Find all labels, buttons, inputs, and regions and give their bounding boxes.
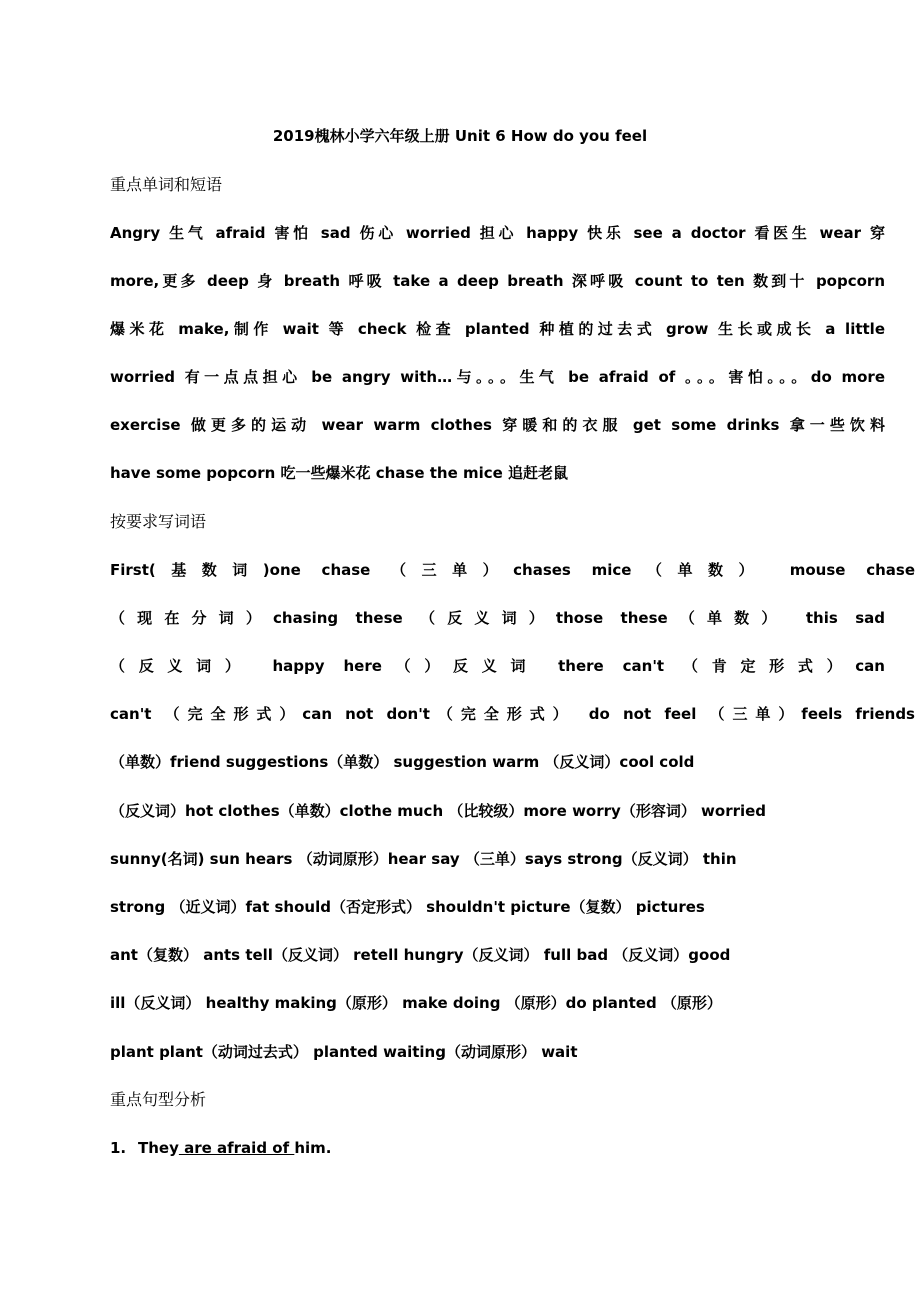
- word-line-2: （现在分词）chasing these （反义词）those these（单数） this sad: [110, 609, 885, 627]
- word-line-3: （反义词） happy here（）反义词 there can't （肯定形式）can: [110, 657, 885, 675]
- sentence-underlined-phrase: are afraid of: [178, 1139, 295, 1157]
- sentence-start: They: [138, 1139, 179, 1157]
- sentence-number: 1.: [110, 1139, 127, 1157]
- section-heading-write-words: 按要求写词语: [110, 512, 207, 531]
- word-line-8: strong （近义词）fat should（否定形式） shouldn't picture（复数） pictures: [110, 898, 705, 916]
- vocab-line-5: exercise 做更多的运动 wear warm clothes 穿暖和的衣服 get some drinks 拿一些饮料: [110, 416, 885, 434]
- vocab-line-4: worried 有一点点担心 be angry with…与。。。生气 be afraid of 。。。害怕。。。do more: [110, 368, 885, 386]
- sentence-end: him.: [294, 1139, 332, 1157]
- vocab-line-6: have some popcorn 吃一些爆米花 chase the mice 追赶老鼠: [110, 464, 569, 482]
- word-line-4: can't （完全形式）can not don't（完全形式） do not feel （三单）feels friends: [110, 705, 915, 723]
- word-line-6: （反义词）hot clothes（单数）clothe much （比较级）more worry（形容词） worried: [110, 802, 767, 820]
- vocab-line-1: Angry 生气 afraid 害怕 sad 伤心 worried 担心 happy 快乐 see a doctor 看医生 wear 穿: [110, 224, 885, 242]
- document-title: 2019槐林小学六年级上册 Unit 6 How do you feel: [272, 127, 648, 145]
- vocab-line-3: 爆米花 make,制作 wait 等 check 检查 planted 种植的过去式 grow 生长或成长 a little: [110, 320, 885, 338]
- word-line-9: ant（复数） ants tell（反义词） retell hungry（反义词） full bad （反义词）good: [110, 946, 731, 964]
- word-line-11: plant plant（动词过去式） planted waiting（动词原形） wait: [110, 1043, 578, 1061]
- sentence-1: [110, 1133, 332, 1163]
- word-line-5: （单数）friend suggestions（单数） suggestion warm （反义词）cool cold: [110, 753, 695, 771]
- word-line-7: sunny(名词) sun hears （动词原形）hear say （三单）says strong（反义词） thin: [110, 850, 737, 868]
- word-line-10: ill（反义词） healthy making（原形） make doing （原形）do planted （原形）: [110, 994, 722, 1012]
- word-line-1: First(基数词)one chase （三单）chases mice（单数） mouse chase: [110, 561, 915, 579]
- section-heading-key-words: 重点单词和短语: [110, 175, 223, 194]
- vocab-line-2: more,更多 deep 身 breath 呼吸 take a deep breath 深呼吸 count to ten 数到十 popcorn: [110, 272, 885, 290]
- section-heading-key-sentences: 重点句型分析: [110, 1090, 207, 1109]
